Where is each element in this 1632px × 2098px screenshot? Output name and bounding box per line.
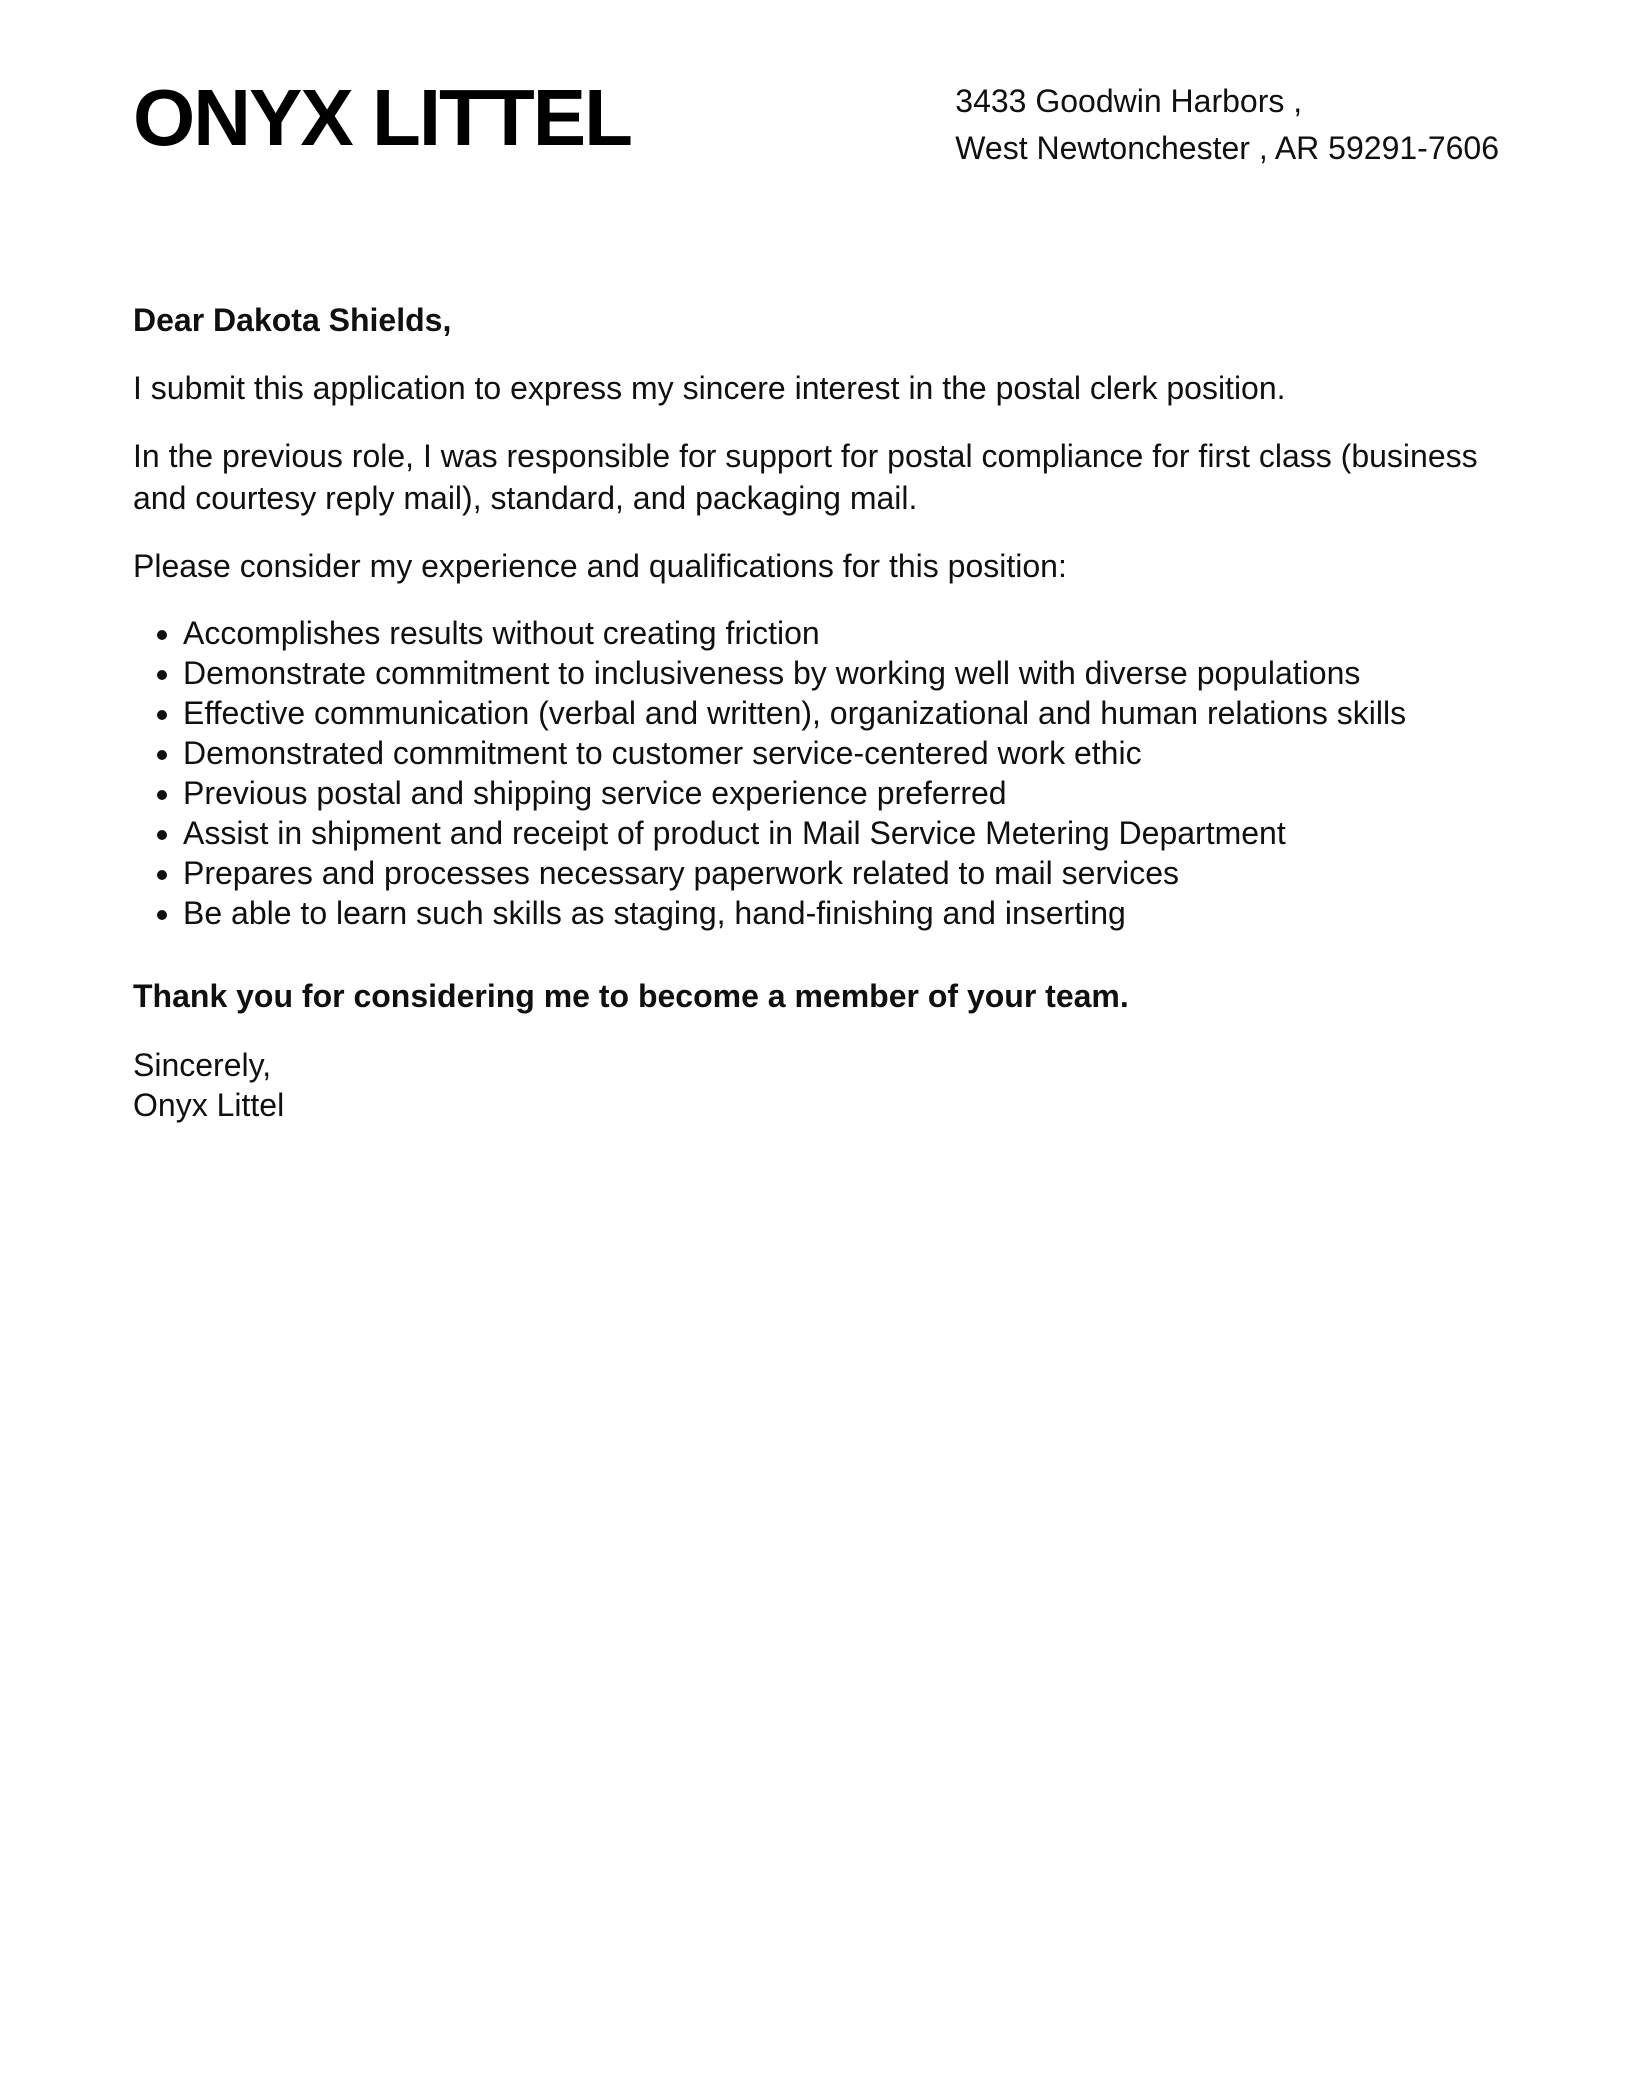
sender-name: ONYX LITTEL — [133, 73, 631, 162]
qualifications-intro: Please consider my experience and qualifications for this position: — [133, 548, 1067, 584]
qualification-item: • Assist in shipment and receipt of product in Mail Service Metering Department — [183, 813, 1499, 853]
qualification-item: • Previous postal and shipping service experience preferred — [183, 773, 1499, 813]
closing-block — [133, 1045, 1499, 1125]
qualification-item: • Be able to learn such skills as staging, hand-finishing and inserting — [183, 893, 1499, 933]
qualification-item: • Demonstrate commitment to inclusiveness by working well with diverse populations — [183, 653, 1499, 693]
address-line-2: West Newtonchester , AR 59291-7606 — [955, 130, 1499, 166]
greeting-line: Dear Dakota Shields, — [133, 302, 452, 338]
signature-name: Onyx Littel — [133, 1087, 285, 1123]
qualification-item: • Demonstrated commitment to customer service-centered work ethic — [183, 733, 1499, 773]
thank-you-line: Thank you for considering me to become a member of your team. — [133, 978, 1129, 1014]
qualification-item: • Accomplishes results without creating friction — [183, 613, 1499, 653]
closing-salutation: Sincerely, — [133, 1047, 272, 1083]
sender-address — [955, 78, 1499, 172]
letter-body — [0, 299, 1632, 1125]
qualification-item: • Effective communication (verbal and written), organizational and human relations skills — [183, 693, 1499, 733]
qualifications-list — [133, 613, 1499, 933]
address-line-1: 3433 Goodwin Harbors , — [955, 83, 1303, 119]
intro-paragraph: I submit this application to express my sincere interest in the postal clerk position. — [133, 370, 1286, 406]
letter-header — [0, 0, 1632, 172]
qualification-item: • Prepares and processes necessary paperwork related to mail services — [183, 853, 1499, 893]
experience-paragraph: In the previous role, I was responsible for support for postal compliance for first class (business and courtesy reply mail), standard, and packaging mail. — [133, 438, 1478, 516]
